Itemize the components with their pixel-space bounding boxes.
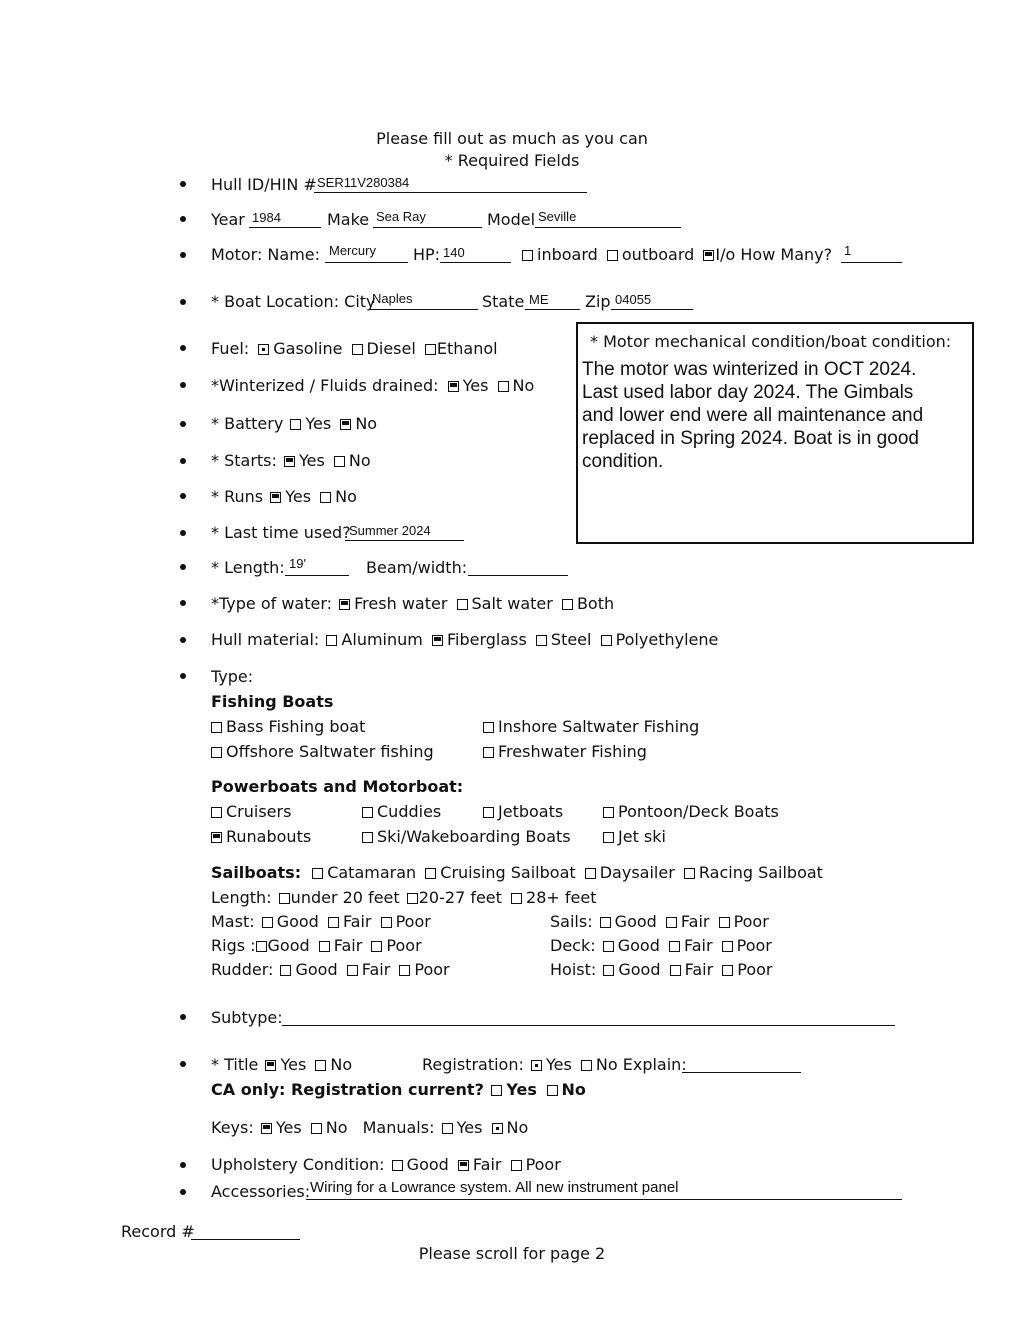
good-label: Good (267, 936, 310, 955)
rudder-label: Rudder: (211, 960, 274, 979)
bullet (180, 252, 186, 258)
hull-id-label: Hull ID/HIN # (211, 175, 317, 194)
starts-no-checkbox[interactable] (334, 456, 345, 467)
how-many-label: How Many? (740, 245, 833, 264)
last-used-label: * Last time used? (211, 523, 351, 542)
cruising-label: Cruising Sailboat (440, 863, 576, 882)
length-label: * Length: (211, 558, 285, 577)
registration-yes-label: Yes (545, 1055, 572, 1074)
jetski-checkbox[interactable] (603, 832, 614, 843)
bullet (180, 1189, 186, 1195)
poor-label: Poor (736, 936, 772, 955)
runabouts-label: Runabouts (226, 827, 312, 846)
sails-row (550, 912, 769, 932)
fair-label: Fair (333, 936, 363, 955)
upholstery-row (211, 1155, 561, 1175)
winterized-yes-checkbox[interactable] (448, 381, 459, 392)
sailboats-row (211, 863, 823, 883)
ca-yes-checkbox[interactable] (491, 1085, 502, 1096)
fuel-label: Fuel: (211, 339, 250, 358)
daysailer-label: Daysailer (599, 863, 675, 882)
title-yes-checkbox[interactable] (265, 1060, 276, 1071)
starts-label: * Starts: (211, 451, 277, 470)
ca-yes-label: Yes (506, 1080, 537, 1099)
city-value: Naples (372, 291, 413, 306)
jetboats-checkbox[interactable] (483, 807, 494, 818)
runs-row (211, 487, 357, 507)
year-value: 1984 (252, 210, 281, 225)
subtype-field[interactable] (282, 1025, 895, 1026)
keys-yes-label: Yes (275, 1118, 302, 1137)
form-instructions: Please fill out as much as you can (376, 129, 648, 148)
motor-hp-field[interactable] (440, 262, 511, 263)
motor-name-label: Motor: Name: (211, 245, 321, 264)
offshore-label: Offshore Saltwater fishing (226, 742, 434, 761)
under20-checkbox[interactable] (279, 893, 290, 904)
bullet (180, 181, 186, 187)
starts-yes-checkbox[interactable] (284, 456, 295, 467)
winterized-no-label: No (512, 376, 535, 395)
jetski-label: Jet ski (618, 827, 666, 846)
hull-id-value: SER11V280384 (317, 175, 410, 190)
battery-yes-checkbox[interactable] (290, 419, 301, 430)
motor-hp-value: 140 (443, 245, 465, 260)
sails-label: Sails: (550, 912, 593, 931)
water-row (211, 594, 614, 614)
jetboats-option (483, 802, 563, 822)
winterized-label: *Winterized / Fluids drained: (211, 376, 439, 395)
state-field[interactable] (525, 309, 580, 310)
state-value: ME (529, 292, 549, 307)
f20-27-checkbox[interactable] (407, 893, 418, 904)
year-label: Year (211, 210, 245, 229)
type-label: Type: (211, 667, 254, 686)
fair-label: Fair (361, 960, 391, 979)
zip-label: Zip (585, 292, 611, 311)
ski-checkbox[interactable] (362, 832, 373, 843)
bullet (180, 493, 186, 499)
rudder-good-checkbox[interactable] (280, 965, 291, 976)
motor-name-field[interactable] (325, 262, 408, 263)
make-field[interactable] (373, 227, 482, 228)
fair-label: Fair (342, 912, 372, 931)
daysailer-checkbox[interactable] (585, 868, 596, 879)
make-label: Make (327, 210, 370, 229)
keys-no-label: No (325, 1118, 348, 1137)
city-field[interactable] (369, 309, 478, 310)
good-label: Good (276, 912, 319, 931)
fresh-water-label: Fresh water (354, 594, 448, 613)
accessories-label: Accessories: (211, 1182, 311, 1201)
powerboats-heading: Powerboats and Motorboat: (211, 777, 464, 796)
hull-material-label: Hull material: (211, 630, 320, 649)
hoist-label: Hoist: (550, 960, 597, 979)
mast-poor-checkbox[interactable] (381, 917, 392, 928)
hoist-poor-checkbox[interactable] (722, 965, 733, 976)
pontoon-checkbox[interactable] (603, 807, 614, 818)
rudder-row (211, 960, 450, 980)
cruising-checkbox[interactable] (425, 868, 436, 879)
title-no-label: No (330, 1055, 353, 1074)
diesel-label: Diesel (366, 339, 416, 358)
keys-label: Keys: (211, 1118, 254, 1137)
water-label: *Type of water: (211, 594, 333, 613)
keys-manuals-row (211, 1118, 528, 1138)
keys-no-checkbox[interactable] (311, 1123, 322, 1134)
motor-name-value: Mercury (329, 243, 376, 258)
model-field[interactable] (535, 227, 681, 228)
f28-label: 28+ feet (526, 888, 597, 907)
sails-good-checkbox[interactable] (600, 917, 611, 928)
deck-good-checkbox[interactable] (603, 941, 614, 952)
good-label: Good (618, 960, 661, 979)
mast-fair-checkbox[interactable] (328, 917, 339, 928)
upholstery-poor-checkbox[interactable] (511, 1160, 522, 1171)
fresh-water-checkbox[interactable] (339, 599, 350, 610)
outboard-label: outboard (621, 245, 695, 264)
sail-length-row (211, 888, 596, 908)
bullet (180, 1014, 186, 1020)
cruisers-label: Cruisers (226, 802, 292, 821)
manuals-yes-checkbox[interactable] (442, 1123, 453, 1134)
cruisers-option (211, 802, 291, 822)
cuddies-option (362, 802, 441, 822)
sail-length-label: Length: (211, 888, 272, 907)
registration-label: Registration: (422, 1055, 524, 1074)
sailboats-heading: Sailboats: (211, 863, 302, 882)
inboard-checkbox[interactable] (522, 250, 533, 261)
cuddies-label: Cuddies (377, 802, 442, 821)
last-used-value: Summer 2024 (349, 523, 431, 538)
salt-water-label: Salt water (471, 594, 553, 613)
poor-label: Poor (737, 960, 773, 979)
manuals-label: Manuals: (362, 1118, 435, 1137)
rudder-poor-checkbox[interactable] (399, 965, 410, 976)
bullet (180, 530, 186, 536)
deck-row (550, 936, 772, 956)
upholstery-good-checkbox[interactable] (392, 1160, 403, 1171)
ca-no-label: No (561, 1080, 586, 1099)
upholstery-fair-checkbox[interactable] (458, 1160, 469, 1171)
fair-label: Fair (683, 936, 713, 955)
winterized-yes-label: Yes (462, 376, 489, 395)
rudder-fair-checkbox[interactable] (347, 965, 358, 976)
diesel-checkbox[interactable] (352, 344, 363, 355)
battery-no-checkbox[interactable] (340, 419, 351, 430)
starts-row (211, 451, 371, 471)
poor-label: Poor (733, 912, 769, 931)
upholstery-fair-label: Fair (472, 1155, 502, 1174)
steel-checkbox[interactable] (536, 635, 547, 646)
registration-row (422, 1055, 687, 1075)
f20-27-label: 20-27 feet (418, 888, 502, 907)
state-label: State (482, 292, 525, 311)
bullet (180, 637, 186, 643)
steel-label: Steel (550, 630, 592, 649)
manuals-no-checkbox[interactable] (492, 1123, 503, 1134)
explain-label: Explain: (622, 1055, 687, 1074)
sails-fair-checkbox[interactable] (666, 917, 677, 928)
ca-no-checkbox[interactable] (547, 1085, 558, 1096)
hull-id-field[interactable] (314, 192, 587, 193)
motor-hp-label: HP: (413, 245, 441, 264)
make-value: Sea Ray (376, 209, 426, 224)
upholstery-good-label: Good (406, 1155, 449, 1174)
polyethylene-checkbox[interactable] (601, 635, 612, 646)
bullet (180, 600, 186, 606)
mast-label: Mast: (211, 912, 255, 931)
ski-label: Ski/Wakeboarding Boats (377, 827, 571, 846)
manuals-no-label: No (506, 1118, 529, 1137)
gasoline-checkbox[interactable] (258, 344, 269, 355)
bullet (180, 458, 186, 464)
io-checkbox[interactable] (703, 250, 714, 261)
keys-yes-checkbox[interactable] (261, 1123, 272, 1134)
runs-label: * Runs (211, 487, 264, 506)
hoist-good-checkbox[interactable] (603, 965, 614, 976)
model-value: Seville (538, 209, 577, 224)
accessories-value: Wiring for a Lowrance system. All new instrument panel (310, 1179, 679, 1196)
poor-label: Poor (386, 936, 422, 955)
inboard-label: inboard (537, 245, 598, 264)
ca-registration-row (211, 1080, 586, 1100)
year-field[interactable] (249, 227, 321, 228)
hoist-row (550, 960, 772, 980)
mast-good-checkbox[interactable] (262, 917, 273, 928)
rigs-poor-checkbox[interactable] (371, 941, 382, 952)
zip-field[interactable] (611, 309, 693, 310)
inshore-label: Inshore Saltwater Fishing (498, 717, 700, 736)
salt-water-checkbox[interactable] (457, 599, 468, 610)
winterized-no-checkbox[interactable] (498, 381, 509, 392)
bullet (180, 564, 186, 570)
winterized-row (211, 376, 534, 396)
battery-label: * Battery (211, 414, 284, 433)
hull-material-row (211, 630, 718, 650)
fuel-row (211, 339, 498, 359)
record-label: Record # (121, 1222, 195, 1241)
battery-yes-label: Yes (305, 414, 332, 433)
poor-label: Poor (395, 912, 431, 931)
how-many-field[interactable] (841, 262, 902, 263)
bass-label: Bass Fishing boat (226, 717, 366, 736)
bass-option (211, 717, 365, 737)
poor-label: Poor (414, 960, 450, 979)
f28-checkbox[interactable] (511, 893, 522, 904)
rigs-fair-checkbox[interactable] (319, 941, 330, 952)
explain-field[interactable] (682, 1072, 801, 1073)
fishing-heading: Fishing Boats (211, 692, 334, 711)
bullet (180, 216, 186, 222)
starts-yes-label: Yes (299, 451, 325, 470)
runs-no-checkbox[interactable] (320, 492, 331, 503)
catamaran-checkbox[interactable] (312, 868, 323, 879)
manuals-yes-label: Yes (456, 1118, 483, 1137)
condition-textbox[interactable] (576, 322, 974, 544)
ski-option (362, 827, 571, 847)
pontoon-label: Pontoon/Deck Boats (618, 802, 779, 821)
fiberglass-label: Fiberglass (446, 630, 527, 649)
runs-yes-label: Yes (285, 487, 312, 506)
inshore-option (483, 717, 699, 737)
ca-registration-label: CA only: Registration current? (211, 1080, 484, 1099)
upholstery-label: Upholstery Condition: (211, 1155, 385, 1174)
motor-type-options (522, 245, 832, 265)
sails-poor-checkbox[interactable] (719, 917, 730, 928)
deck-label: Deck: (550, 936, 596, 955)
cruisers-checkbox[interactable] (211, 807, 222, 818)
bullet (180, 345, 186, 351)
gasoline-label: Gasoline (273, 339, 343, 358)
battery-no-label: No (355, 414, 378, 433)
deck-poor-checkbox[interactable] (722, 941, 733, 952)
beam-field[interactable] (468, 575, 568, 576)
polyethylene-label: Polyethylene (615, 630, 719, 649)
title-row (211, 1055, 352, 1075)
bullet (180, 1162, 186, 1168)
condition-text: The motor was winterized in OCT 2024. Last used labor day 2024. The Gimbals and lower end were all maintenance and replaced in Spring 2024. Boat is in good condition. (582, 359, 924, 472)
last-used-field[interactable] (345, 540, 464, 541)
registration-no-label: No (595, 1055, 618, 1074)
offshore-option (211, 742, 434, 762)
footer-note: Please scroll for page 2 (418, 1244, 606, 1263)
beam-label: Beam/width: (366, 558, 468, 577)
inshore-checkbox[interactable] (483, 722, 494, 733)
registration-no-checkbox[interactable] (581, 1060, 592, 1071)
ethanol-label: Ethanol (436, 339, 498, 358)
freshwater-option (483, 742, 647, 762)
fiberglass-checkbox[interactable] (432, 635, 443, 646)
bass-checkbox[interactable] (211, 722, 222, 733)
mast-row (211, 912, 431, 932)
ethanol-checkbox[interactable] (425, 344, 436, 355)
length-field[interactable] (285, 575, 349, 576)
zip-value: 04055 (615, 292, 652, 307)
pontoon-option (603, 802, 779, 822)
city-label: * Boat Location: City (211, 292, 376, 311)
required-fields-note: * Required Fields (444, 151, 580, 170)
model-label: Model (487, 210, 536, 229)
jetboats-label: Jetboats (498, 802, 564, 821)
rigs-row (211, 936, 422, 956)
freshwater-label: Freshwater Fishing (498, 742, 647, 761)
how-many-value: 1 (844, 243, 852, 258)
freshwater-checkbox[interactable] (483, 747, 494, 758)
outboard-checkbox[interactable] (607, 250, 618, 261)
rigs-label: Rigs : (211, 936, 256, 955)
runs-no-label: No (335, 487, 357, 506)
title-yes-label: Yes (280, 1055, 307, 1074)
good-label: Good (614, 912, 657, 931)
bullet (180, 1061, 186, 1067)
both-water-checkbox[interactable] (562, 599, 573, 610)
racing-label: Racing Sailboat (698, 863, 823, 882)
under20-label: under 20 feet (290, 888, 400, 907)
starts-no-label: No (348, 451, 371, 470)
upholstery-poor-label: Poor (525, 1155, 561, 1174)
aluminum-checkbox[interactable] (326, 635, 337, 646)
hoist-fair-checkbox[interactable] (670, 965, 681, 976)
deck-fair-checkbox[interactable] (669, 941, 680, 952)
good-label: Good (295, 960, 338, 979)
battery-row (211, 414, 377, 434)
io-label: I/o (715, 245, 736, 264)
registration-yes-checkbox[interactable] (531, 1060, 542, 1071)
bullet (180, 421, 186, 427)
bullet (180, 382, 186, 388)
racing-checkbox[interactable] (684, 868, 695, 879)
subtype-label: Subtype: (211, 1008, 283, 1027)
both-water-label: Both (576, 594, 615, 613)
aluminum-label: Aluminum (341, 630, 423, 649)
cuddies-checkbox[interactable] (362, 807, 373, 818)
offshore-checkbox[interactable] (211, 747, 222, 758)
fair-label: Fair (684, 960, 714, 979)
runabouts-option (211, 827, 311, 847)
runabouts-checkbox[interactable] (211, 832, 222, 843)
bullet (180, 299, 186, 305)
condition-label: * Motor mechanical condition/boat condition: (590, 332, 952, 351)
rigs-good-checkbox[interactable] (256, 941, 267, 952)
fair-label: Fair (680, 912, 710, 931)
record-field[interactable] (191, 1239, 300, 1240)
jetski-option (603, 827, 666, 847)
length-value: 19' (289, 556, 306, 571)
title-label: * Title (211, 1055, 259, 1074)
catamaran-label: Catamaran (327, 863, 417, 882)
accessories-field[interactable] (306, 1199, 902, 1200)
title-no-checkbox[interactable] (315, 1060, 326, 1071)
bullet (180, 673, 186, 679)
runs-yes-checkbox[interactable] (270, 492, 281, 503)
good-label: Good (617, 936, 660, 955)
